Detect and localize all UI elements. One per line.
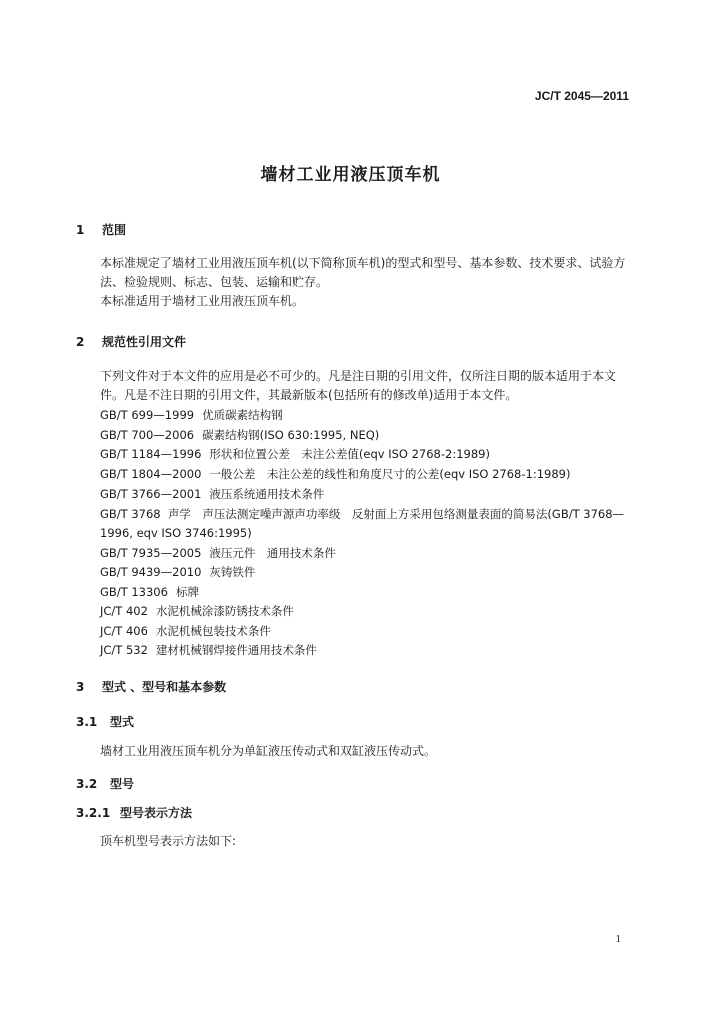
section-title: 规范性引用文件 xyxy=(102,335,187,349)
document-title: 墙材工业用液压顶车机 xyxy=(260,165,441,185)
reference-item: GB/T 1184—1996 形状和位置公差 未注公差值(eqv ISO 2768-2:1989) xyxy=(100,447,490,461)
section-1-paragraph-1: 本标准规定了墙材工业用液压顶车机(以下简称顶车机)的型式和型号、基本参数、技术要求、试验方法、检验规则、标志、包装、运输和贮存。 xyxy=(100,256,626,289)
reference-item: GB/T 9439—2010 灰铸铁件 xyxy=(100,565,256,579)
section-2-heading xyxy=(76,333,186,350)
section-1-paragraph-2: 本标准适用于墙材工业用液压顶车机。 xyxy=(100,294,305,308)
section-number: 3.2 xyxy=(76,777,98,791)
section-number: 3.1 xyxy=(76,715,98,729)
reference-item: JC/T 402 水泥机械涂漆防锈技术条件 xyxy=(100,604,294,618)
reference-item: GB/T 699—1999 优质碳素结构钢 xyxy=(100,408,283,422)
section-title: 型式 xyxy=(110,715,135,729)
section-title: 型号表示方法 xyxy=(120,806,193,820)
reference-item: JC/T 532 建材机械钢焊接件通用技术条件 xyxy=(100,643,317,657)
section-3-heading xyxy=(76,678,226,695)
section-title: 型号 xyxy=(110,777,135,791)
subsection-3-1-heading xyxy=(76,713,134,730)
section-number: 3.2.1 xyxy=(76,806,111,820)
subsection-3-2-1-heading xyxy=(76,804,192,821)
section-number: 3 xyxy=(76,680,85,694)
subsection-3-2-heading xyxy=(76,775,134,792)
reference-item: GB/T 3766—2001 液压系统通用技术条件 xyxy=(100,487,325,501)
section-1-heading xyxy=(76,221,126,238)
section-number: 2 xyxy=(76,335,85,349)
section-number: 1 xyxy=(76,223,85,237)
reference-item: GB/T 7935—2005 液压元件 通用技术条件 xyxy=(100,546,336,560)
subsection-3-2-1-text: 顶车机型号表示方法如下: xyxy=(100,834,237,848)
section-title: 范围 xyxy=(102,223,127,237)
page-number: 1 xyxy=(615,933,621,945)
standard-code: JC/T 2045—2011 xyxy=(534,89,629,103)
reference-item: JC/T 406 水泥机械包装技术条件 xyxy=(100,624,271,638)
reference-item-wrapped: GB/T 3768 声学 声压法测定噪声源声功率级 反射面上方采用包络测量表面的简易法(GB/T 3768—1996, eqv ISO 3746:1995) xyxy=(100,507,625,540)
section-2-intro: 下列文件对于本文件的应用是必不可少的。凡是注日期的引用文件，仅所注日期的版本适用于本文件。凡是不注日期的引用文件，其最新版本(包括所有的修改单)适用于本文件。 xyxy=(100,369,617,402)
reference-item: GB/T 700—2006 碳素结构钢(ISO 630:1995, NEQ) xyxy=(100,428,380,442)
section-title: 型式 、型号和基本参数 xyxy=(102,680,227,694)
reference-item: GB/T 13306 标牌 xyxy=(100,585,199,599)
reference-item: GB/T 1804—2000 一般公差 未注公差的线性和角度尺寸的公差(eqv ISO 2768-1:1989) xyxy=(100,467,571,481)
subsection-3-1-text: 墙材工业用液压顶车机分为单缸液压传动式和双缸液压传动式。 xyxy=(100,744,437,758)
